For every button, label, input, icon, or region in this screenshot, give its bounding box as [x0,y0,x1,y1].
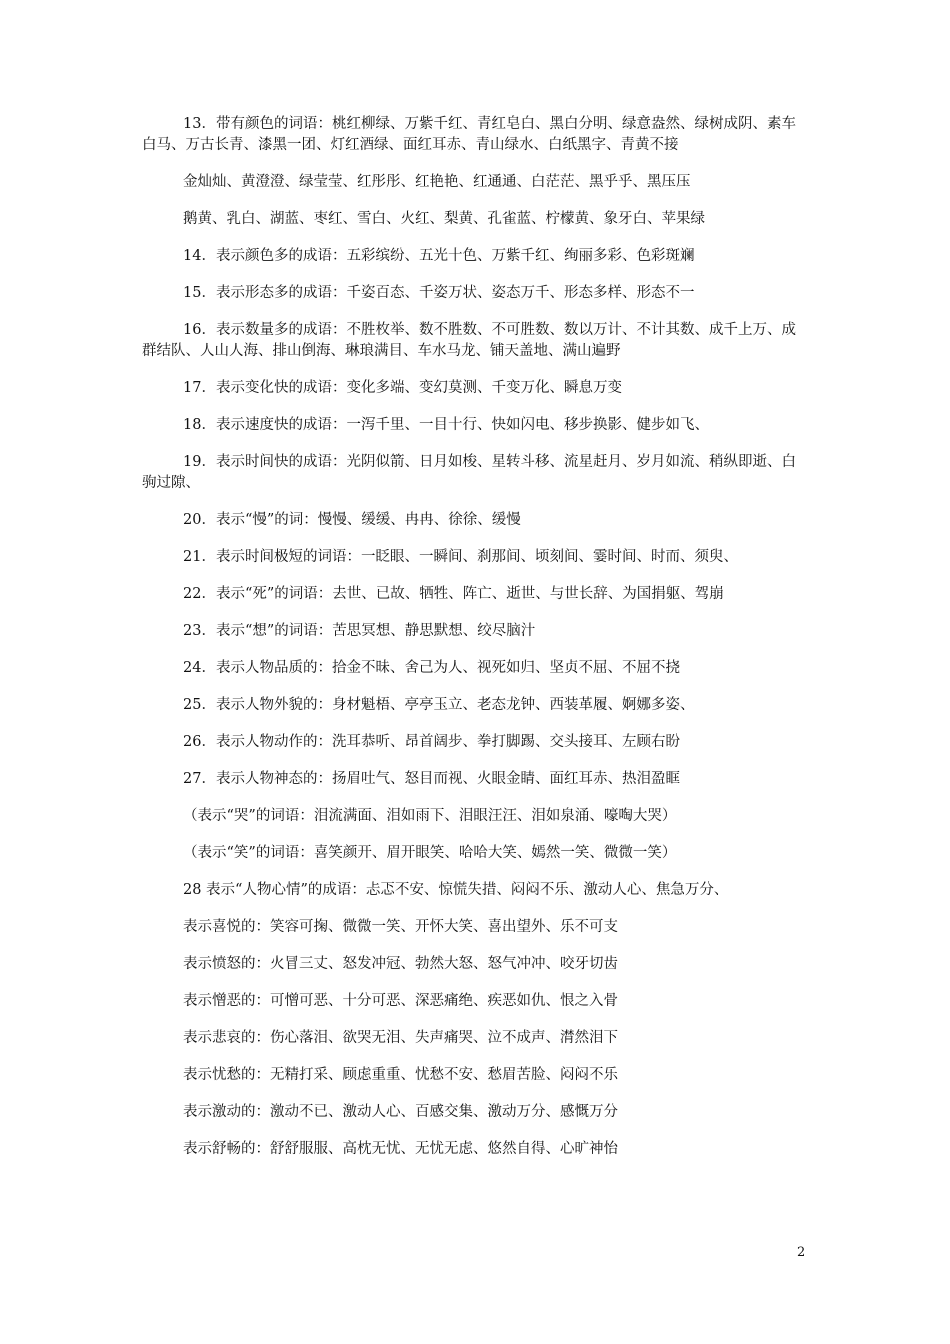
paragraph-16: 16．表示数量多的成语：不胜枚举、数不胜数、不可胜数、数以万计、不计其数、成千上万、成群结队、人山人海、排山倒海、琳琅满目、车水马龙、铺天盖地、满山遍野 [142,322,796,359]
paragraph-14: 14．表示颜色多的成语：五彩缤纷、五光十色、万紫千红、绚丽多彩、色彩斑斓 [183,248,695,264]
paragraph-26: 26．表示人物动作的：洗耳恭听、昂首阔步、拳打脚踢、交头接耳、左顾右盼 [183,734,680,750]
paragraph-18: 18．表示速度快的成语：一泻千里、一目十行、快如闪电、移步换影、健步如飞、 [183,417,709,433]
paragraph-23: 23．表示“想”的词语：苦思冥想、静思默想、绞尽脑汁 [183,623,536,639]
paragraph-28-joy: 表示喜悦的：笑容可掬、微微一笑、开怀大笑、喜出望外、乐不可支 [183,919,618,935]
paragraph-13-colors: 13．带有颜色的词语：桃红柳绿、万紫千红、青红皂白、黑白分明、绿意盎然、绿树成阴、素车白马、万古长青、漆黑一团、灯红酒绿、面红耳赤、青山绿水、白纸黑字、青黄不接 [142,116,796,153]
paragraph-28-anger: 表示愤怒的：火冒三丈、怒发冲冠、勃然大怒、怒气冲冲、咬牙切齿 [183,956,618,972]
paragraph-24: 24．表示人物品质的：拾金不昧、舍己为人、视死如归、坚贞不屈、不屈不挠 [183,660,680,676]
paragraph-28: 28 表示“人物心情”的成语：忐忑不安、惊慌失措、闷闷不乐、激动人心、焦急万分、 [183,882,729,898]
paragraph-20: 20．表示“慢”的词：慢慢、缓缓、冉冉、徐徐、缓慢 [183,512,521,528]
paragraph-28-hatred: 表示憎恶的：可憎可恶、十分可恶、深恶痛绝、疾恶如仇、恨之入骨 [183,993,618,1009]
paragraph-27-cry: （表示“哭”的词语：泪流满面、泪如雨下、泪眼汪汪、泪如泉涌、嚎啕大哭） [183,808,677,824]
paragraph-19: 19．表示时间快的成语：光阴似箭、日月如梭、星转斗移、流星赶月、岁月如流、稍纵即逝、白驹过隙、 [142,454,796,491]
paragraph-17: 17．表示变化快的成语：变化多端、变幻莫测、千变万化、瞬息万变 [183,380,622,396]
document-body [142,114,810,1176]
page-number: 2 [797,1245,806,1260]
paragraph-color-reduplicated: 金灿灿、黄澄澄、绿莹莹、红彤彤、红艳艳、红通通、白茫茫、黑乎乎、黑压压 [183,174,691,190]
paragraph-28-excitement: 表示激动的：激动不已、激动人心、百感交集、激动万分、感慨万分 [183,1104,618,1120]
paragraph-21: 21．表示时间极短的词语：一眨眼、一瞬间、刹那间、顷刻间、霎时间、时而、须臾、 [183,549,738,565]
paragraph-color-names: 鹅黄、乳白、湖蓝、枣红、雪白、火红、梨黄、孔雀蓝、柠檬黄、象牙白、苹果绿 [183,211,705,227]
paragraph-28-sorrow: 表示悲哀的：伤心落泪、欲哭无泪、失声痛哭、泣不成声、潸然泪下 [183,1030,618,1046]
paragraph-27-laugh: （表示“笑”的词语：喜笑颜开、眉开眼笑、哈哈大笑、嫣然一笑、微微一笑） [183,845,677,861]
paragraph-25: 25．表示人物外貌的：身材魁梧、亭亭玉立、老态龙钟、西装革履、婀娜多姿、 [183,697,695,713]
paragraph-15: 15．表示形态多的成语：千姿百态、千姿万状、姿态万千、形态多样、形态不一 [183,285,695,301]
paragraph-28-worry: 表示忧愁的：无精打采、顾虑重重、忧愁不安、愁眉苦脸、闷闷不乐 [183,1067,618,1083]
paragraph-22: 22．表示“死”的词语：去世、已故、牺牲、阵亡、逝世、与世长辞、为国捐躯、驾崩 [183,586,724,602]
paragraph-27: 27．表示人物神态的：扬眉吐气、怒目而视、火眼金睛、面红耳赤、热泪盈眶 [183,771,680,787]
paragraph-28-ease: 表示舒畅的：舒舒服服、高枕无忧、无忧无虑、悠然自得、心旷神怡 [183,1141,618,1157]
